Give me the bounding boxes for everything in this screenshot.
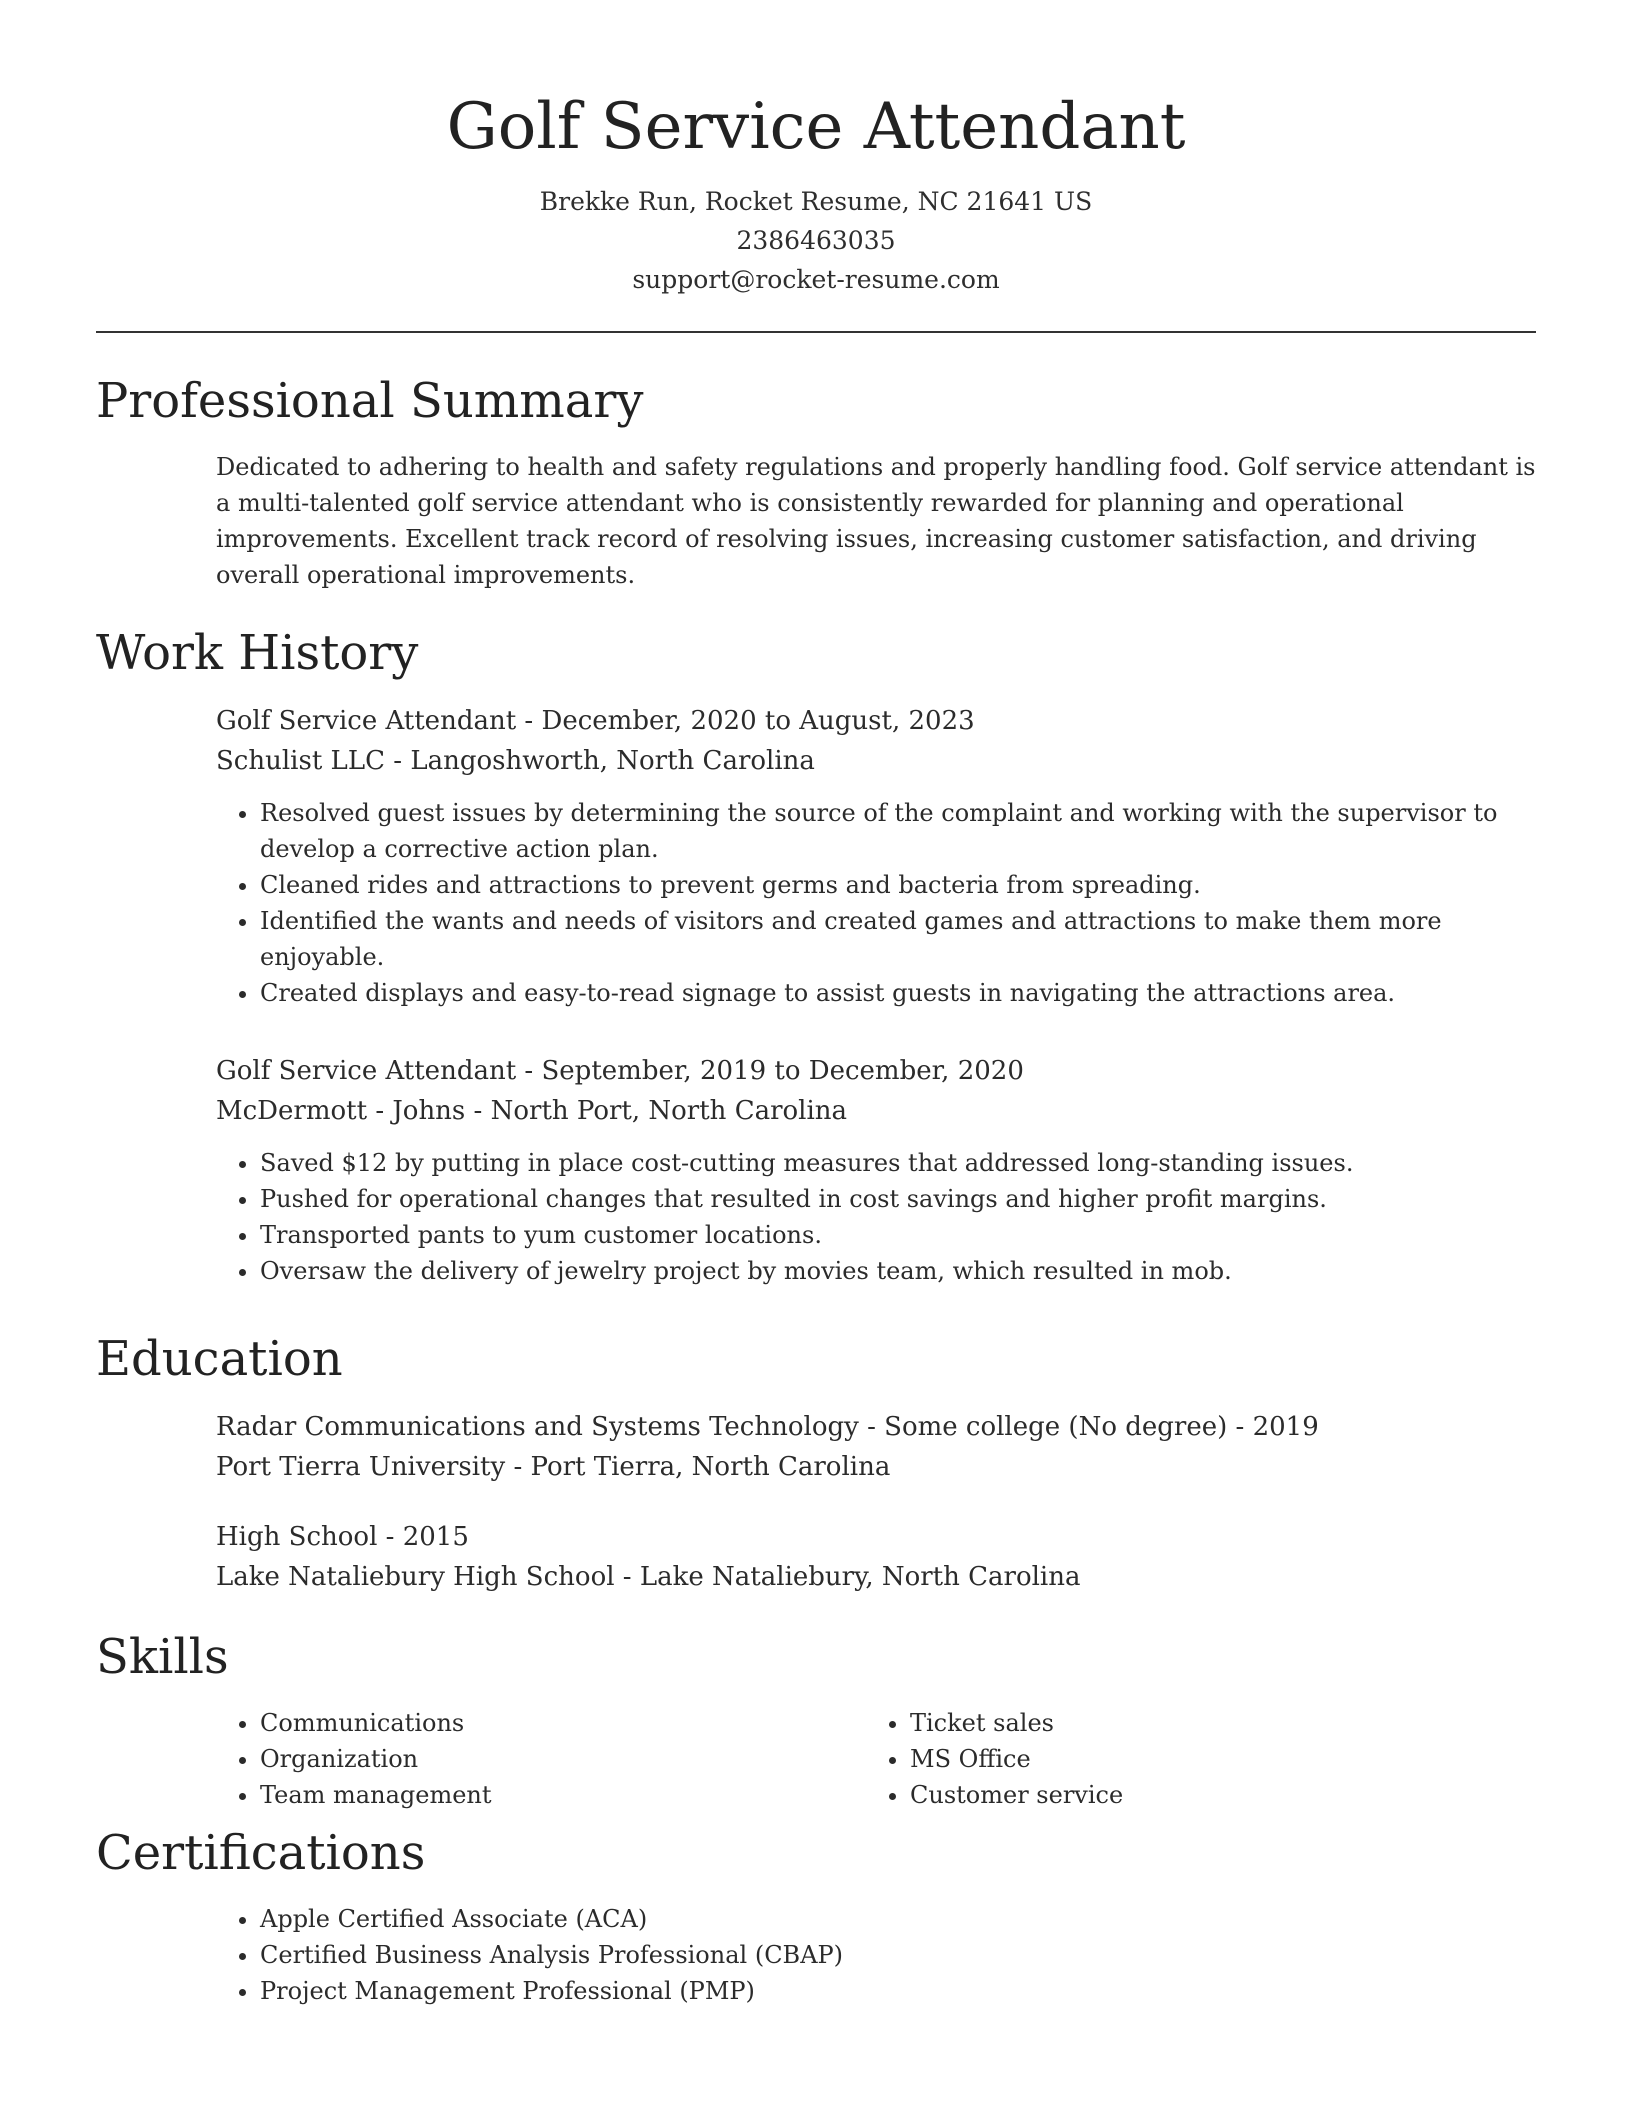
job-location: Langoshworth, North Carolina (410, 746, 815, 776)
candidate-name: Golf Service Attendant (446, 90, 1186, 164)
certification-item: • Project Management Professional (PMP) (260, 1973, 1536, 2009)
skills-column-right (866, 1705, 1516, 1813)
job-entry (216, 1051, 1536, 1289)
summary-title: Professional Summary (96, 373, 644, 429)
work-history-section (96, 623, 1536, 1289)
skill-item: • Team management (260, 1777, 866, 1813)
certifications-section (96, 1823, 1536, 2009)
skills-list-left (216, 1705, 866, 1813)
education-school: Lake Nataliebury High School (216, 1562, 615, 1592)
job-bullet: • Cleaned rides and attractions to prevent germs and bacteria from spreading. (260, 867, 1536, 903)
job-dates: September, 2019 to December, 2020 (541, 1056, 1024, 1086)
skill-item: • Organization (260, 1741, 866, 1777)
certifications-title: Certifications (96, 1825, 426, 1881)
education-location: Lake Nataliebury, North Carolina (639, 1562, 1081, 1592)
resume-header (96, 0, 1536, 299)
certification-item: • Apple Certified Associate (ACA) (260, 1901, 1536, 1937)
education-list (96, 1407, 1536, 1597)
summary-text: Dedicated to adhering to health and safety regulations and properly handling food. Golf service attendant is a multi-talented golf service attendant who is consistently rewarded for planning and operational improvements. Excellent track record of resolving issues, increasing customer satisfaction, and driving overall operational improvements. (216, 453, 1536, 589)
jobs-list (96, 701, 1536, 1289)
job-title-line: Golf Service Attendant - December, 2020 to August, 2023 (216, 706, 975, 736)
education-school-line: Lake Nataliebury High School - Lake Nataliebury, North Carolina (216, 1562, 1081, 1592)
contact-address: Brekke Run, Rocket Resume, NC 21641 US (539, 187, 1093, 216)
job-company-line: Schulist LLC - Langoshworth, North Carolina (216, 746, 815, 776)
education-school-line: Port Tierra University - Port Tierra, North Carolina (216, 1452, 891, 1482)
education-section (96, 1329, 1536, 1597)
contact-email: support@rocket-resume.com (632, 265, 1000, 294)
job-company: McDermott - Johns (216, 1096, 466, 1126)
skills-title: Skills (96, 1629, 229, 1685)
skills-column-left (216, 1705, 866, 1813)
contact-phone: 2386463035 (736, 226, 896, 255)
job-bullet: • Transported pants to yum customer locations. (260, 1217, 1536, 1253)
education-entry (216, 1407, 1536, 1487)
certification-item: • Certified Business Analysis Professional (CBAP) (260, 1937, 1536, 1973)
education-degree: High School - 2015 (216, 1522, 469, 1552)
skill-item: • Ticket sales (910, 1705, 1516, 1741)
work-history-title: Work History (96, 625, 419, 681)
job-bullet: • Pushed for operational changes that resulted in cost savings and higher profit margins. (260, 1181, 1536, 1217)
header-divider (96, 331, 1536, 333)
job-bullet: • Saved $12 by putting in place cost-cutting measures that addressed long-standing issues. (260, 1145, 1536, 1181)
job-bullet: • Resolved guest issues by determining the source of the complaint and working with the supervisor to develop a corrective action plan. (260, 795, 1536, 867)
job-bullet: • Oversaw the delivery of jewelry project by movies team, which resulted in mob. (260, 1253, 1536, 1289)
job-role: Golf Service Attendant (216, 706, 517, 736)
skill-item: • MS Office (910, 1741, 1516, 1777)
job-bullets (216, 795, 1536, 1011)
job-bullet: • Created displays and easy-to-read signage to assist guests in navigating the attractions area. (260, 975, 1536, 1011)
education-entry (216, 1517, 1536, 1597)
skills-section (96, 1627, 1536, 1813)
skills-grid (96, 1705, 1536, 1813)
job-entry (216, 701, 1536, 1011)
job-company: Schulist LLC (216, 746, 385, 776)
skills-list-right (866, 1705, 1516, 1813)
job-role: Golf Service Attendant (216, 1056, 517, 1086)
certifications-list (216, 1901, 1536, 2009)
education-degree: Radar Communications and Systems Technology - Some college (No degree) - 2019 (216, 1412, 1319, 1442)
skill-item: • Customer service (910, 1777, 1516, 1813)
education-location: Port Tierra, North Carolina (530, 1452, 891, 1482)
job-bullet: • Identified the wants and needs of visitors and created games and attractions to make them more enjoyable. (260, 903, 1536, 975)
education-title: Education (96, 1331, 343, 1387)
job-dates: December, 2020 to August, 2023 (541, 706, 975, 736)
job-bullets (216, 1145, 1536, 1289)
summary-section (96, 371, 1536, 593)
job-title-line: Golf Service Attendant - September, 2019 to December, 2020 (216, 1056, 1024, 1086)
job-location: North Port, North Carolina (490, 1096, 848, 1126)
contact-info (96, 182, 1536, 299)
education-school: Port Tierra University (216, 1452, 506, 1482)
skill-item: • Communications (260, 1705, 866, 1741)
job-company-line: McDermott - Johns - North Port, North Carolina (216, 1096, 848, 1126)
